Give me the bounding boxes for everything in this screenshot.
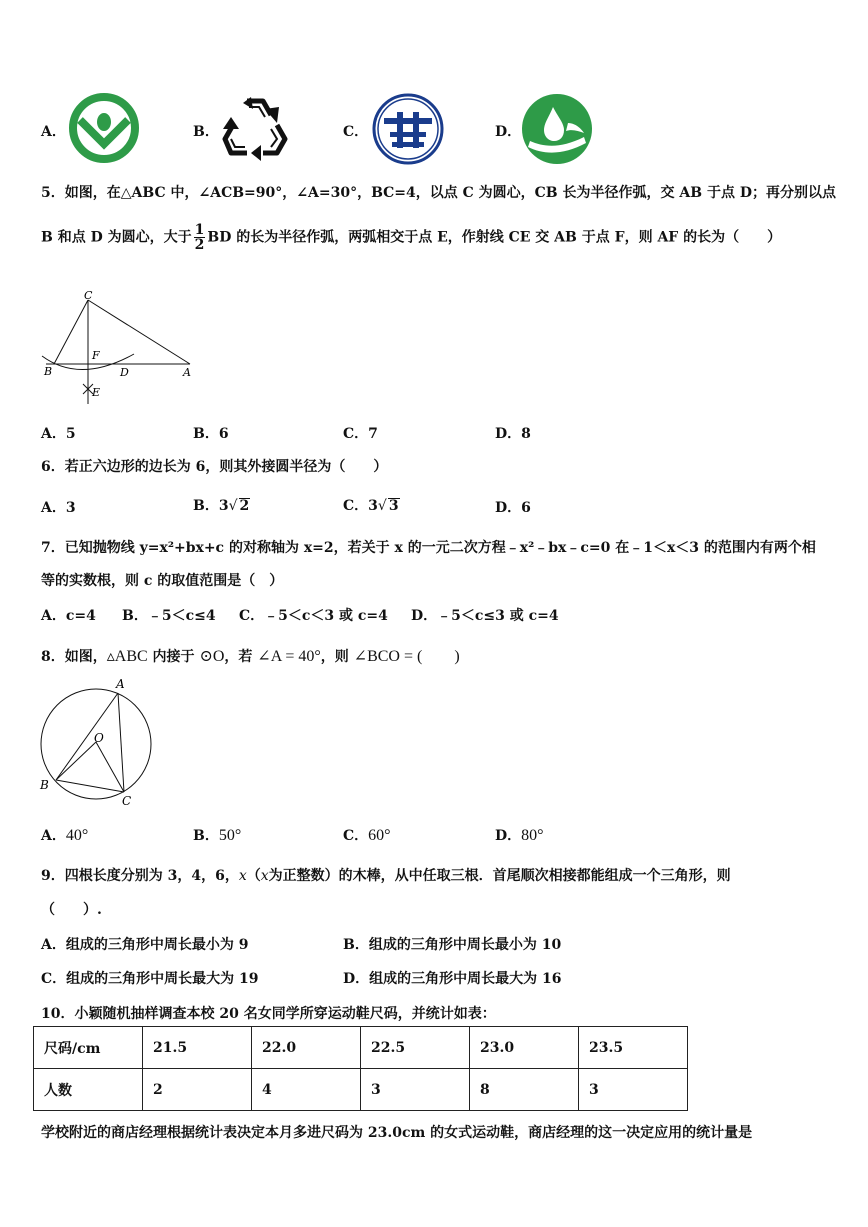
- q9-option-b: B．组成的三角形中周长最小为 10: [343, 937, 562, 953]
- q7-option-c: C．﹣5＜c＜3 或 c=4: [239, 608, 388, 624]
- q5-fraction-den: 2: [194, 237, 205, 253]
- q5-fig-label-d: D: [120, 366, 129, 379]
- q9-line-1: 9．四根长度分别为 3，4，6，x（x为正整数）的木棒，从中任取三根．首尾顺次相接都能组成一个三角形，则: [41, 868, 731, 884]
- table-cell: 22.0: [252, 1027, 361, 1069]
- table-cell: 21.5: [143, 1027, 252, 1069]
- q5-option-b: B．6: [193, 426, 229, 442]
- q7-line-2: 等的实数根，则 c 的取值范围是（ ）: [41, 573, 284, 589]
- q9-var-x: x: [238, 868, 247, 884]
- q5-line-2b: BD 的长为半径作弧，两弧相交于点 E，作射线 CE 交 AB 于点 F，则 AF 的长为（ ）: [207, 229, 782, 246]
- q8-fig-label-o: O: [94, 731, 104, 745]
- q5-line-2: [41, 223, 781, 252]
- q4-option-d-label: D．: [495, 124, 522, 140]
- q5-fraction: [194, 223, 206, 252]
- table-cell: 22.5: [361, 1027, 470, 1069]
- q5-triangle-figure: [40, 286, 200, 410]
- q4-option-c-label: C．: [343, 124, 369, 140]
- q4-option-b-label: B．: [193, 124, 219, 140]
- table-cell: 23.0: [470, 1027, 579, 1069]
- table-cell: 8: [470, 1069, 579, 1111]
- q8-option-b: B．50°: [193, 827, 242, 844]
- q8-fig-label-c: C: [122, 794, 132, 808]
- q7-option-a: A．c=4: [41, 608, 96, 624]
- table-cell: 3: [579, 1069, 688, 1111]
- table-cell: 23.5: [579, 1027, 688, 1069]
- table-cell: 2: [143, 1069, 252, 1111]
- q7-option-b: B．﹣5＜c≤4: [122, 608, 216, 624]
- q5-fig-label-c: C: [84, 289, 93, 302]
- q8-option-c: C．60°: [343, 827, 391, 844]
- q8-fig-label-b: B: [40, 778, 49, 792]
- q8-option-a: A．40°: [41, 827, 89, 844]
- q6-option-c-radicand: 3: [388, 498, 399, 514]
- q9-option-c: C．组成的三角形中周长最大为 19: [41, 971, 259, 987]
- q5-line-2a: B 和点 D 为圆心，大于: [41, 229, 192, 246]
- q5-option-d: D．8: [495, 426, 531, 442]
- circular-emblem-icon: [370, 92, 446, 166]
- q5-option-a: A．5: [41, 426, 76, 442]
- q5-fig-label-b: B: [44, 365, 53, 378]
- q6-option-a: A．3: [41, 500, 76, 516]
- q8-circle-figure: [36, 674, 160, 810]
- table-row: [34, 1027, 688, 1069]
- q5-option-c: C．7: [343, 426, 378, 442]
- table-cell: 尺码/cm: [34, 1027, 143, 1069]
- q10-after-text: 学校附近的商店经理根据统计表决定本月多进尺码为 23.0cm 的女式运动鞋，商店经理的这一决定应用的统计量是: [41, 1125, 753, 1141]
- table-row: [34, 1069, 688, 1111]
- q5-fig-label-a: A: [183, 366, 191, 379]
- q8-option-d: D．80°: [495, 827, 544, 844]
- q8-math-angle-bco: ∠BCO = ( ): [353, 648, 460, 665]
- q10-size-table: [33, 1026, 688, 1111]
- q9-line-2: （ ）.: [41, 902, 102, 918]
- water-drop-emblem-icon: [520, 93, 594, 165]
- q10-stem: 10．小颖随机抽样调查本校 20 名女同学所穿运动鞋尺码，并统计如表：: [41, 1006, 496, 1022]
- q5-line-1: 5．如图，在△ABC 中，∠ACB=90°，∠A=30°，BC=4，以点 C 为圆心，CB 长为半径作弧，交 AB 于点 D；再分别以点: [41, 185, 836, 201]
- table-cell: 3: [361, 1069, 470, 1111]
- q6-option-b-radicand: 2: [239, 498, 250, 514]
- q9-option-a: A．组成的三角形中周长最小为 9: [41, 937, 249, 953]
- q8-math-triangle: ▵ABC: [106, 648, 148, 665]
- q9-option-d: D．组成的三角形中周长最大为 16: [343, 971, 562, 987]
- q7-line-1: 7．已知抛物线 y=x²+bx+c 的对称轴为 x=2，若关于 x 的一元二次方程﹣x²﹣bx﹣c=0 在﹣1＜x＜3 的范围内有两个相: [41, 540, 816, 556]
- q4-option-a-label: A．: [41, 124, 66, 140]
- q5-fig-label-f: F: [92, 349, 100, 362]
- q5-fraction-num: 1: [194, 222, 205, 238]
- q8-math-angle-a: ∠A = 40°: [257, 648, 321, 665]
- q8-stem: 8．如图，▵ABC 内接于 ⊙O，若 ∠A = 40°，则 ∠BCO = ( ): [41, 648, 460, 665]
- q7-option-d: D．﹣5＜c≤3 或 c=4: [411, 608, 559, 624]
- table-cell: 人数: [34, 1069, 143, 1111]
- table-cell: 4: [252, 1069, 361, 1111]
- q8-fig-label-a: A: [116, 677, 125, 691]
- recycling-symbol-icon: [219, 93, 291, 163]
- q9-var-x-2: x: [260, 868, 269, 884]
- q6-option-c: C．3√ 3: [343, 498, 399, 514]
- china-environmental-label-icon: [66, 92, 142, 164]
- q8-math-circle: ⊙O: [199, 648, 225, 665]
- q6-option-d: D．6: [495, 500, 531, 516]
- q6-option-b: B．3√ 2: [193, 498, 250, 514]
- q6-stem: 6．若正六边形的边长为 6，则其外接圆半径为（ ）: [41, 459, 388, 475]
- q5-fig-label-e: E: [92, 386, 101, 399]
